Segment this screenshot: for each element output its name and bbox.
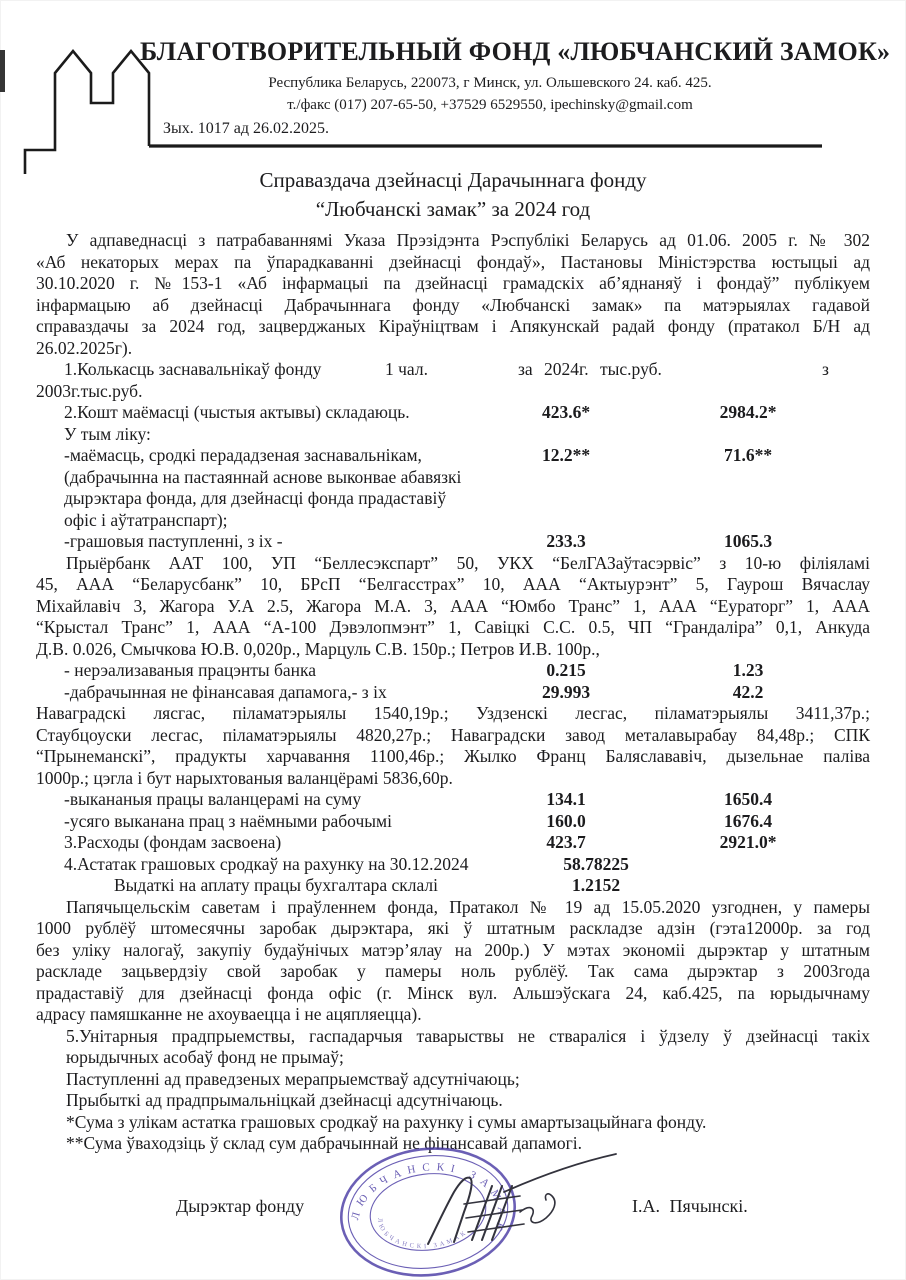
- salary-line: 1000 рублёў штомесячны заробак дырэктара, які ў штатным раскладзе адзін (гэта12000р. за год: [36, 918, 870, 938]
- salary-line: раскладе зацьвердзіу свой заробак у памеры ноль рублёў. Так сама дырэктар з 2003года: [36, 961, 870, 981]
- aid-line: “Прынеманскі”, прадукты харчавання 1100,46р.; Жылко Франц Баляслававіч, дызельнае паліва: [36, 746, 870, 766]
- value-2003: 2984.2*: [719, 402, 777, 422]
- table-row: [36, 402, 870, 424]
- table-row: [36, 424, 870, 446]
- row-value: 1 чал.: [385, 359, 428, 379]
- table-row: [36, 832, 870, 854]
- org-address: Республика Беларусь, 220073, г Минск, ул. Ольшевского 24. каб. 425.: [268, 75, 712, 91]
- value-2003: 1065.3: [723, 531, 773, 551]
- intro-line: справаздачы за 2024 год, зацверджаных Кіраўніцтвам і Апякунскай радай фонду (пратакол Б/Н ад: [36, 316, 870, 336]
- intro-line: 26.02.2025г).: [36, 337, 133, 358]
- doc-title: [36, 166, 870, 223]
- doc-title-line2: “Любчанскі замак” за 2024 год: [315, 196, 591, 221]
- table-row: [36, 510, 870, 532]
- row-label: 2.Кошт маёмасці (чыстыя актывы) складаюць.: [64, 402, 410, 422]
- value-2024: 12.2**: [541, 445, 591, 465]
- table-row-wrap: 2003г.тыс.руб.: [36, 380, 143, 401]
- row-label: -выкананыя працы валанцерамі на суму: [64, 789, 362, 809]
- value-2024: 134.1: [546, 789, 586, 809]
- stamp-inner-text: ЛЮБЧАНСКІ ЗАМАК: [376, 1217, 470, 1251]
- note-line: **Сума ўваходзіць ў склад сум дабрачыннай не фінансавай дапамогі.: [66, 1133, 583, 1153]
- signature-role: Дырэктар фонду: [176, 1196, 305, 1216]
- row-value: за 2024г. тыс.руб.: [518, 359, 662, 379]
- row-label: 4.Астатак грашовых сродкаў на рахунку на 30.12.2024: [64, 853, 469, 874]
- note-line: Паступленні ад праведзеных мерапрыемстваў адсутнічаюць;: [66, 1068, 520, 1089]
- row-value: 58.78225: [563, 853, 629, 874]
- aid-line: 1000р.; цэгла і бут нарыхтованыя валанцёрамі 5836,60р.: [36, 767, 453, 788]
- row-label: -грашовыя паступленні, з іх -: [64, 531, 283, 551]
- salary-line: без уліку налогаў, закупіу будаўнічых матэр’ялау на 200р.) У мэтах экономіі дырэктар у штатным: [36, 939, 870, 960]
- table-row: [36, 682, 870, 704]
- note-line: *Сума з улікам астатка грашовых сродкаў на рахунку і сумы амартызацыйнага фонду.: [66, 1111, 707, 1132]
- signature-scribble: [420, 1148, 630, 1263]
- table-row: [36, 359, 870, 381]
- donors-line: 45, ААА “Беларусбанк” 10, БРсП “Белгасстрах” 10, ААА “Актыурэнт” 5, Гаурош Вячаслау: [36, 574, 870, 594]
- value-2003: 71.6**: [723, 445, 773, 465]
- row-value: 1.2152: [571, 875, 621, 895]
- org-contacts: т./факс (017) 207-65-50, +37529 6529550, ipechinsky@gmail.com: [287, 97, 693, 113]
- note-line: Прыбыткі ад прадпрымальніцкай дзейнасці адсутнічаюць.: [66, 1090, 503, 1110]
- row-label: У тым ліку:: [64, 423, 151, 444]
- table-row: [36, 875, 870, 897]
- row-label: 1.Колькасць заснавальнікаў фонду: [64, 359, 322, 379]
- intro-line: «Аб некаторых мерах па ўпарадкаванні дзейнасці фондаў», Пастановы Міністэрства юстыцыі ад: [36, 251, 870, 272]
- row-label: 3.Расходы (фондам засвоена): [64, 832, 282, 852]
- aid-line: Стаубцоуски лесгас, піламатэрыялы 4820,27р.; Наваградски завод металавырабау 84,48р.; СПК: [36, 724, 870, 745]
- aid-line: Наваградскі лясгас, піламатэрыялы 1540,19р.; Уздзенскі лесгас, піламатэрыялы 3411,37р.;: [36, 703, 870, 723]
- row-label: - нерэализаваныя працэнты банка: [64, 660, 317, 680]
- letterhead: [140, 36, 891, 115]
- value-2024: 423.6*: [541, 402, 591, 422]
- value-2003: 2921.0*: [719, 832, 777, 852]
- table-row: [36, 789, 870, 811]
- salary-line: Папячыцельскім саветам і праўленнем фонда, Пратакол № 19 ад 15.05.2020 узгоднен, у памеры: [66, 896, 870, 917]
- row-label: Выдаткі на аплату працы бухгалтара склалі: [114, 875, 439, 895]
- row-value: з: [822, 359, 829, 379]
- value-2024: 160.0: [546, 810, 586, 831]
- row-label: (дабрачынна на пастаяннай аснове выконвае абавязкі: [64, 466, 462, 487]
- stamp-ring-text: ЛЮБЧАНСКІ ЗАМАК: [349, 1161, 507, 1238]
- row-label: -дабрачынная не фінансавая дапамога,- з іх: [64, 681, 387, 702]
- table-row: [36, 660, 870, 682]
- doc-title-line1: Справаздача дзейнасці Дарачыннага фонду: [259, 168, 647, 192]
- item5-line: 5.Унітарныя прадпрыемствы, гаспадарчыя таварыствы не стваралiся і ўдзелу ў дзейнасці такіх: [66, 1025, 870, 1046]
- intro-line: 30.10.2020 г. №153-1 «Аб інфармацыі па дзейнасці грамадскіх аб’яднаняў і фондаў” публікуем: [36, 273, 870, 293]
- row-label: офіс і аўтатранспарт);: [64, 509, 228, 530]
- salary-line: адрасу памяшканне не ахоуваецца і не ацяпляецца).: [36, 1004, 422, 1024]
- value-2003: 42.2: [732, 681, 764, 702]
- intro-line: інфармацыю аб дзейнасці Дабрачыннага фонду «Любчанскі замак» па матэрыялах гадавой: [36, 294, 870, 315]
- signature-name: І.А. Пячынскі.: [632, 1196, 748, 1216]
- org-name: БЛАГОТВОРИТЕЛЬНЫЙ ФОНД «ЛЮБЧАНСКИЙ ЗАМОК»: [140, 37, 891, 66]
- value-2003: 1676.4: [723, 810, 773, 831]
- salary-line: прадаставіў для дзейнасці фонда офіс (г. Мінск вул. Альшэўскага 24, каб.425, па юрыдычнаму: [36, 982, 870, 1003]
- row-label: -маёмасць, сродкі перададзеная заснавальнікам,: [64, 445, 422, 465]
- table-row: [36, 854, 870, 876]
- intro-line: У адпаведнасці з патрабаваннямі Указа Прэзідэнта Рэспублікі Беларусь ад 01.06. 2005 г. № 302: [66, 230, 870, 250]
- donors-line: “Крыстал Транс” 1, ААА “А-100 Дэвэлопмэнт” 1, Савіцкі С.С. 0.5, ЧП “Грандаліра” 0,1, Анкуда: [36, 617, 870, 637]
- donors-line: Міхайлавіч 3, Жагора У.А 2.5, Жагора М.А. 3, ААА “Юмбо Транс” 1, ААА “Еураторг” 1, ААА: [36, 595, 870, 616]
- value-2024: 0.215: [546, 660, 586, 680]
- value-2024: 233.3: [546, 531, 586, 551]
- table-row: [36, 467, 870, 489]
- table-row: [36, 488, 870, 510]
- value-2024: 423.7: [546, 832, 586, 852]
- row-label: -усяго выканана прац з наёмными рабочымі: [64, 810, 392, 831]
- table-row: [36, 445, 870, 467]
- row-label: дырэктара фонда, для дзейнасці фонда прадаставіў: [64, 488, 447, 508]
- donors-line: Д.В. 0.026, Смычкова Ю.В. 0,020р., Марцуль С.В. 150р.; Петров И.В. 100р.,: [36, 638, 600, 659]
- doc-body: [36, 230, 870, 1155]
- value-2003: 1650.4: [723, 789, 773, 809]
- table-row: [36, 531, 870, 553]
- outgoing-ref: Зых. 1017 ад 26.02.2025.: [163, 120, 330, 137]
- table-row: [36, 811, 870, 833]
- donors-line: Прыёрбанк ААТ 100, УП “Беллесэкспарт” 50, УКХ “БелГАЗаўтасэрвіс” з 10-ю філіяламі: [66, 552, 870, 573]
- item5-line: юрыдычных асобаў фонд не прымаў;: [66, 1047, 344, 1067]
- value-2003: 1.23: [732, 660, 764, 680]
- value-2024: 29.993: [541, 681, 591, 702]
